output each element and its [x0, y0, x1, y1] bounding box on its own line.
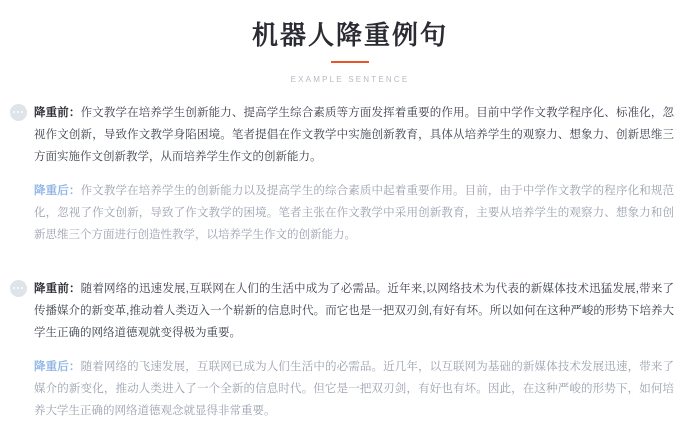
speech-bubble-icon	[10, 280, 27, 297]
page-title: 机器人降重例句	[251, 20, 448, 50]
after-text: 作文教学在培养学生的创新能力以及提高学生的综合素质中起着重要作用。目前，由于中学作文教学的程序化和规范化，忽视了作文创新，导致了作文教学的困境。笔者主张在作文教学中采用创新教育，主要从培养学生的观察力、想象力和创新思维三个方面进行创造性教学，以培养学生作文的创新能力。	[34, 185, 675, 241]
after-text: 随着网络的飞速发展，互联网已成为人们生活中的必需品。近几年，以互联网为基础的新媒体技术发展迅速，带来了媒介的新变化，推动人类进入了一个全新的信息时代。但它是一把双刃剑，有好也有坏。因此，在这种严峻的形势下，如何培养大学生正确的网络道德观念就显得非常重要。	[34, 361, 675, 417]
before-paragraph	[34, 278, 674, 344]
section-gap	[34, 260, 674, 278]
page-header	[0, 0, 700, 84]
after-paragraph	[34, 356, 674, 422]
before-paragraph	[34, 102, 674, 168]
before-label: 降重前：	[34, 283, 81, 295]
after-label: 降重后：	[34, 361, 81, 373]
after-label: 降重后：	[34, 185, 81, 197]
page-subtitle: EXAMPLE SENTENCE	[290, 75, 410, 84]
before-text: 作文教学在培养学生创新能力、提高学生综合素质等方面发挥着重要的作用。目前中学作文教学程序化、标准化，忽视作文创新，导致作文教学身陷困境。笔者提倡在作文教学中实施创新教育，具体从培养学生的观察力、想象力、创新思维三方面实施作文创新教学，从而培养学生作文的创新能力。	[34, 107, 675, 163]
speech-bubble-icon	[10, 104, 27, 121]
before-text: 随着网络的迅速发展,互联网在人们的生活中成为了必需品。近年来,以网络技术为代表的新媒体技术迅猛发展,带来了传播媒介的新变革,推动着人类迈入一个崭新的信息时代。而它也是一把双刃剑,有好有坏。所以如何在这种严峻的形势下培养大学生正确的网络道德观就变得极为重要。	[34, 283, 674, 339]
examples-list	[0, 102, 700, 422]
example-item	[34, 278, 674, 422]
after-paragraph	[34, 180, 674, 246]
before-label: 降重前：	[34, 107, 81, 119]
title-divider	[331, 61, 369, 63]
example-item	[34, 102, 674, 246]
